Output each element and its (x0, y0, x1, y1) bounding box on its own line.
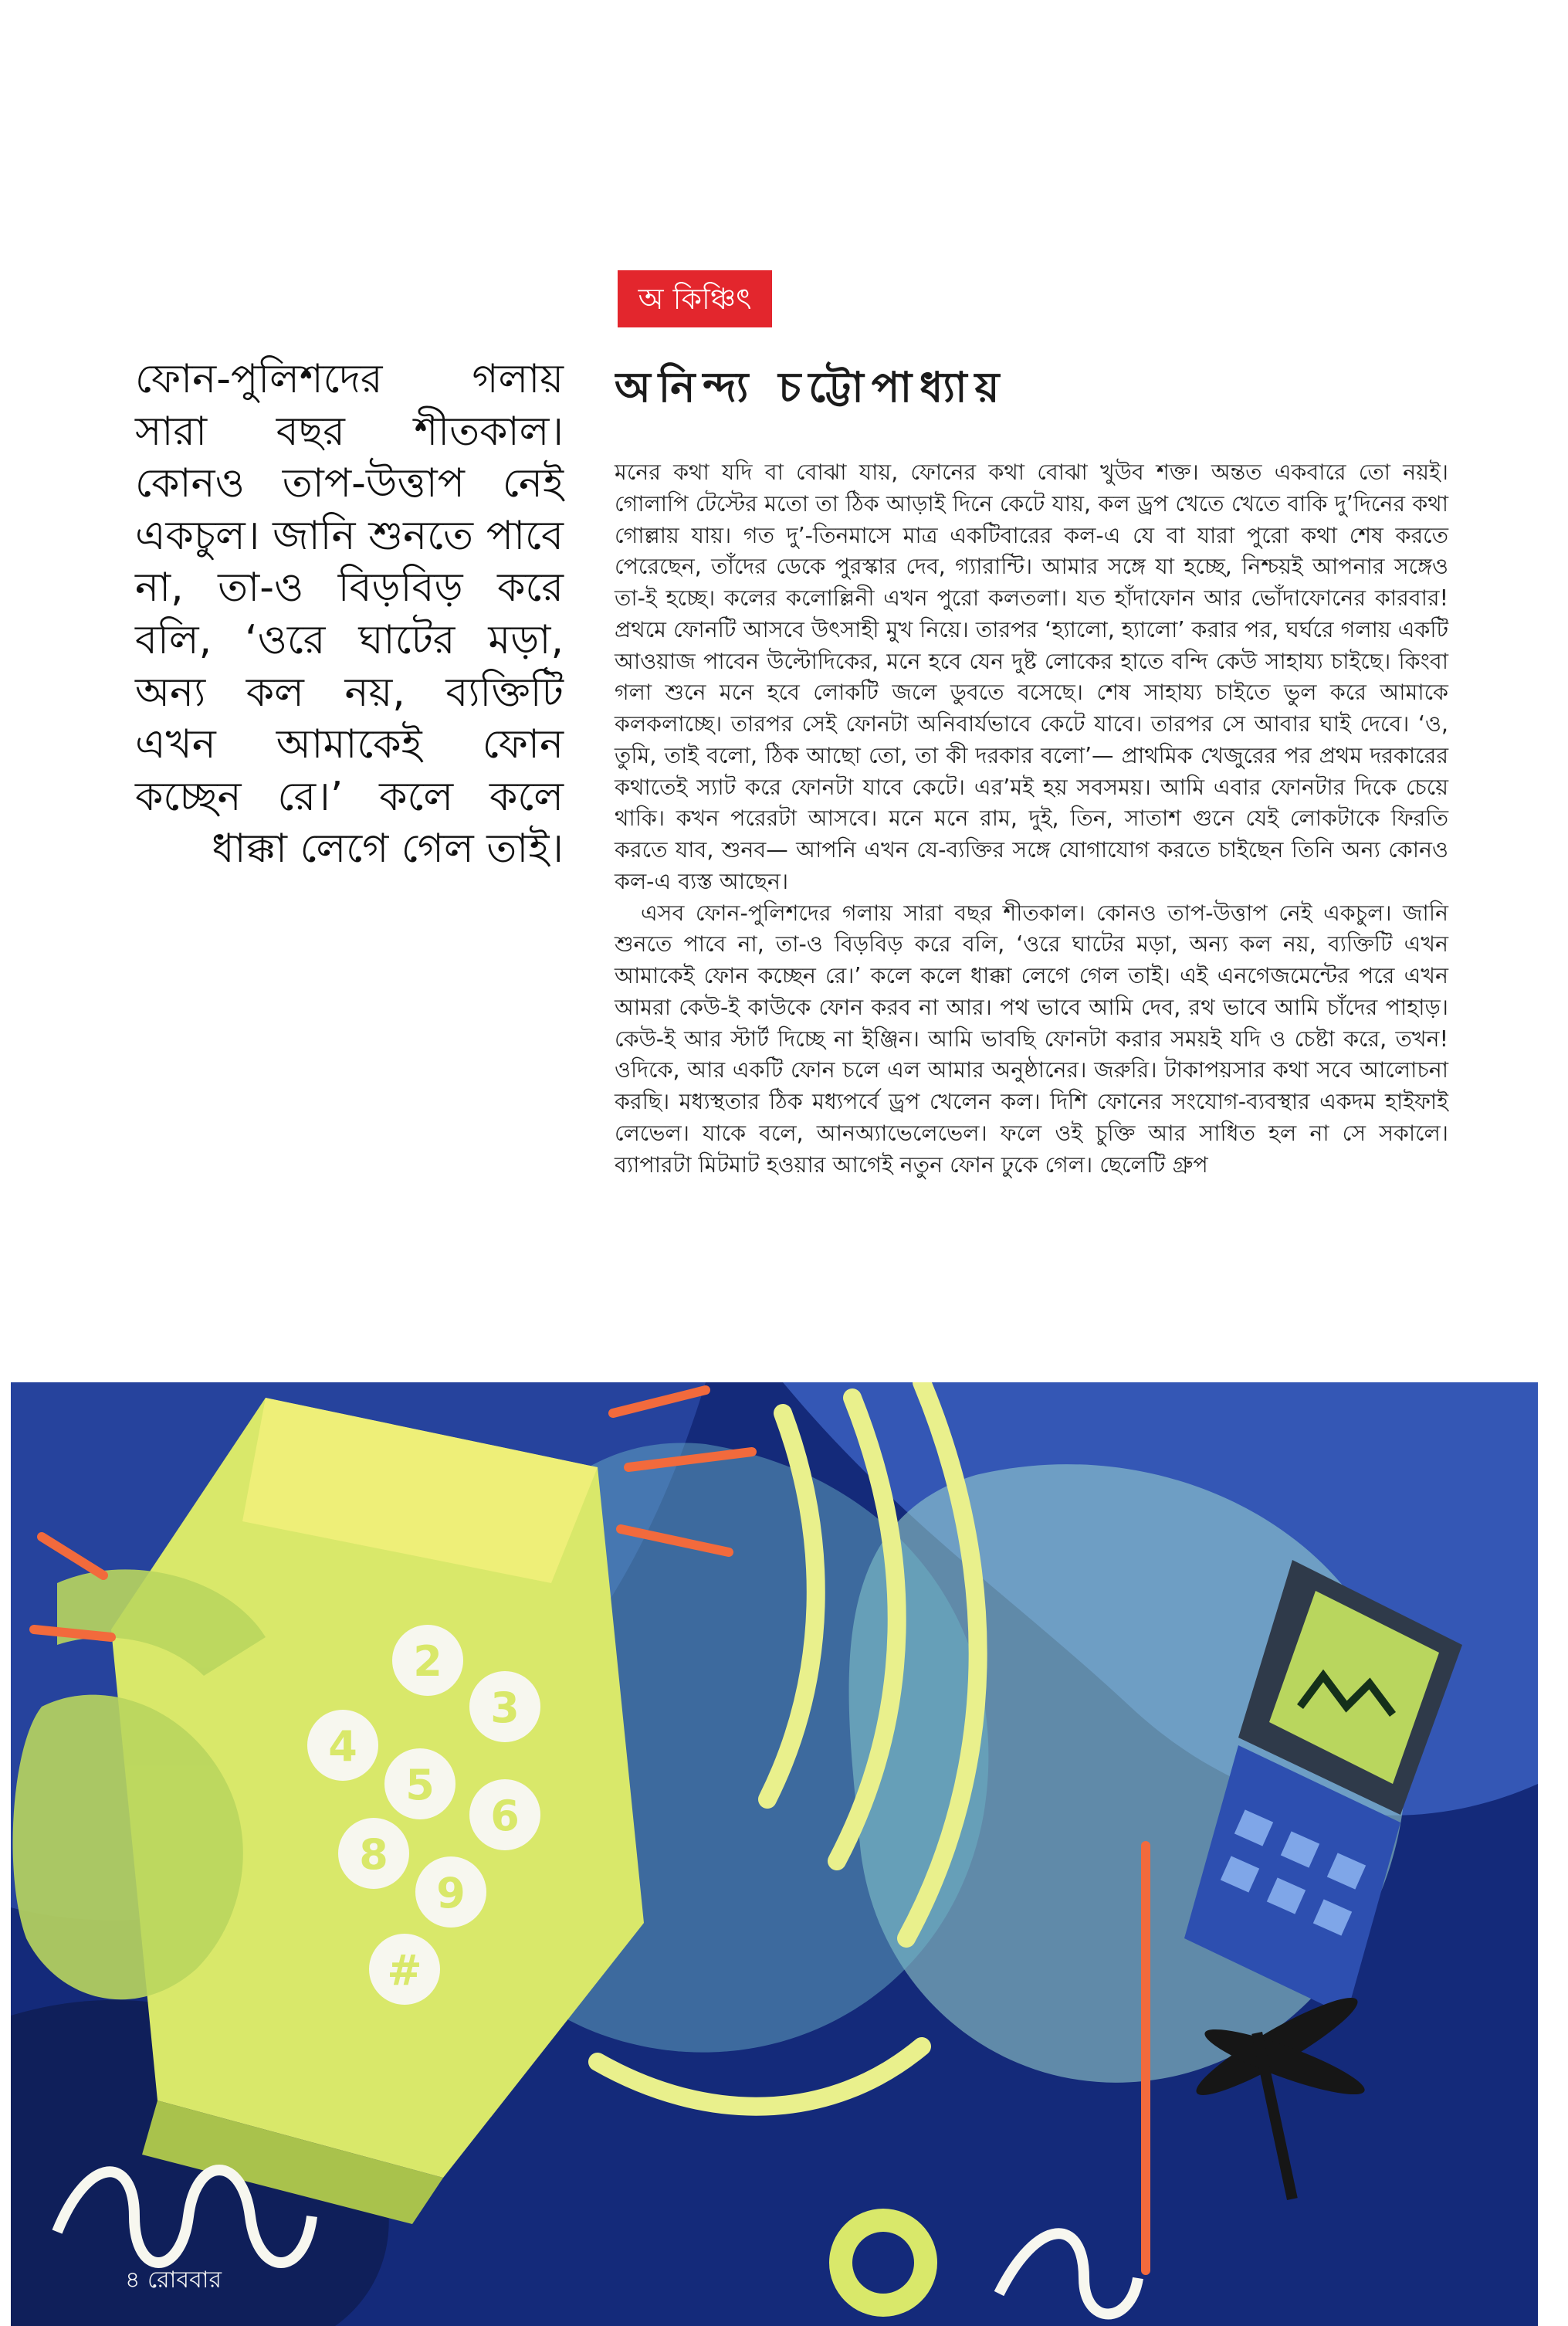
keypad-digit: 6 (490, 1792, 520, 1840)
author-byline: অনিন্দ্য চট্টোপাধ্যায় (615, 363, 1008, 412)
keypad-digit: 5 (405, 1761, 435, 1809)
article-paragraph: এসব ফোন-পুলিশদের গলায় সারা বছর শীতকাল। কোনও তাপ-উত্তাপ নেই একচুল। জানি শুনতে পাবে না, তা-ও বিড়বিড় করে বলি, ‘ওরে ঘাটের মড়া, অন্য কল নয়, ব্যক্তিটি এখন আমাকেই ফোন কচ্ছেন রে।’ কলে কলে ধাক্কা লেগে গেল তাই। এই এনগেজমেন্টের পরে এখন আমরা কেউ-ই কাউকে ফোন করব না আর। পথ ভাবে আমি দেব, রথ ভাবে আমি চাঁদের পাহাড়। কেউ-ই আর স্টার্ট দিচ্ছে না ইঞ্জিন। আমি ভাবছি ফোনটা করার সময়ই যদি ও চেষ্টা করে, তখন! ওদিকে, আর একটি ফোন চলে এল আমার অনুষ্ঠানের। জরুরি। টাকাপয়সার কথা সবে আলোচনা করছি। মধ্যস্থতার ঠিক মধ্যপর্বে ড্রপ খেলেন কল। দিশি ফোনের সংযোগ-ব্যবস্থার একদম হাইফাই লেভেল। যাকে বলে, আনঅ্যাভেলেভেল। ফলে ওই চুক্তি আর সাধিত হল না সে সকালে। ব্যাপারটা মিটমাট হওয়ার আগেই নতুন ফোন ঢুকে গেল। ছেলেটি গ্রুপ (615, 900, 1448, 1178)
article-body (615, 457, 1448, 1181)
article-paragraph: মনের কথা যদি বা বোঝা যায়, ফোনের কথা বোঝা খুউব শক্ত। অন্তত একবারে তো নয়ই। গোলাপি টেস্টের মতো তা ঠিক আড়াই দিনে কেটে যায়, কল ড্রপ খেতে খেতে বাকি দু’দিনের কথা গোল্লায় যায়। গত দু’-তিনমাসে মাত্র একটিবারের কল-এ যে বা যারা পুরো কথা শেষ করতে পেরেছেন, তাঁদের ডেকে পুরস্কার দেব, গ্যারান্টি। আমার সঙ্গে যা হচ্ছে, নিশ্চয়ই আপনার সঙ্গেও তা-ই হচ্ছে। কলের কলোল্লিনী এখন পুরো কলতলা। যত হাঁদাফোন আর ভোঁদাফোনের কারবার! প্রথমে ফোনটি আসবে উৎসাহী মুখ নিয়ে। তারপর ‘হ্যালো, হ্যালো’ করার পর, ঘর্ঘরে গলায় একটি আওয়াজ পাবেন উল্টোদিকের, মনে হবে যেন দুষ্ট লোকের হাতে বন্দি কেউ সাহায্য চাইছে। কিংবা গলা শুনে মনে হবে লোকটি জলে ডুবতে বসেছে। শেষ সাহায্য চাইতে ভুল করে আমাকে কলকলাচ্ছে। তারপর সেই ফোনটা অনিবার্যভাবে কেটে যাবে। তারপর সে আবার ঘাই দেবে। ‘ও, তুমি, তাই বলো, ঠিক আছো তো, তা কী দরকার বলো’— প্রাথমিক খেজুরের পর প্রথম দরকারের কথাতেই স্যাট করে ফোনটা যাবে কেটে। এর’মই হয় সবসময়। আমি এবার ফোনটার দিকে চেয়ে থাকি। কখন পরেরটা আসবে। মনে মনে রাম, দুই, তিন, সাতাশ গুনে যেই লোকটাকে ফিরতি করতে যাব, শুনব— আপনি এখন যে-ব্যক্তির সঙ্গে যোগাযোগ করতে চাইছেন তিনি অন্য কোনও কল-এ ব্যস্ত আছেন। (615, 459, 1448, 894)
keypad-digit: # (387, 1946, 422, 1995)
keypad-digit: 8 (359, 1830, 388, 1879)
keypad-digit: 4 (328, 1722, 357, 1771)
keypad-digit: 9 (436, 1869, 466, 1917)
phone-illustration (11, 1382, 1538, 2326)
page-folio: ৪ রোববার (125, 2267, 222, 2294)
pull-quote: ফোন-পুলিশদের গলায় সারা বছর শীতকাল। কোনও তাপ-উত্তাপ নেই একচুল। জানি শুনতে পাবে না, তা-ও বিড়বিড় করে বলি, ‘ওরে ঘাটের মড়া, অন্য কল নয়, ব্যক্তিটি এখন আমাকেই ফোন কচ্ছেন রে।’ কলে কলে ধাক্কা লেগে গেল তাই। (135, 356, 564, 873)
section-tag: অ কিঞ্চিৎ (618, 270, 772, 327)
keypad-digit: 3 (490, 1683, 520, 1732)
operator-figure (829, 2209, 937, 2317)
illustration-artwork (11, 1382, 1538, 2326)
keypad-digit: 2 (413, 1637, 442, 1686)
